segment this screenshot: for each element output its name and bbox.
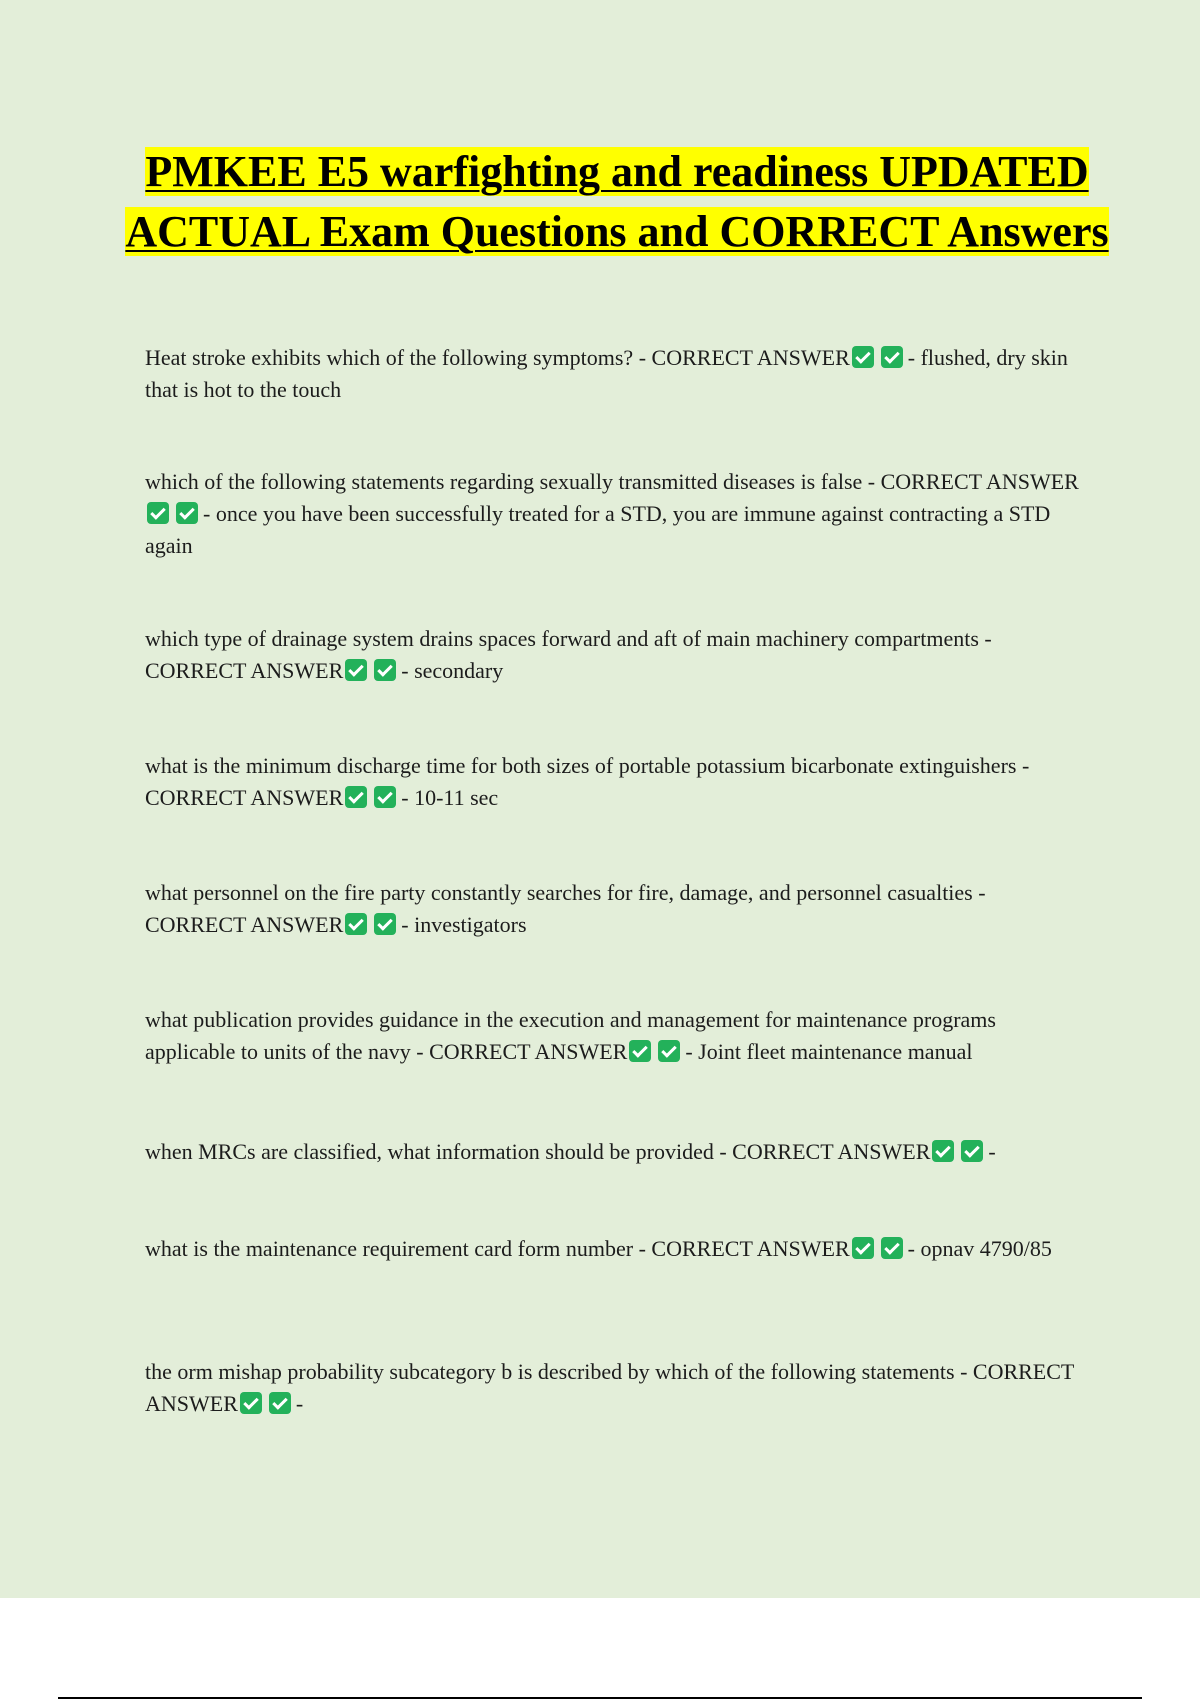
question-text: the orm mishap probability subcategory b is described by which of the following statements xyxy=(145,1359,955,1384)
green-check-icon xyxy=(658,1040,680,1062)
green-check-icon xyxy=(147,502,169,524)
green-check-icon xyxy=(176,502,198,524)
answer-marker: CORRECT ANSWER xyxy=(145,658,344,683)
green-check-icon xyxy=(961,1140,983,1162)
green-check-icon xyxy=(852,346,874,368)
answer-marker: CORRECT ANSWER xyxy=(145,912,344,937)
qa-item: what is the maintenance requirement card form number - CORRECT ANSWER - opnav 4790/85 xyxy=(145,1236,1052,1261)
qa-item: the orm mishap probability subcategory b is described by which of the following statements - CORRECT ANSWER - xyxy=(145,1359,1074,1416)
footer-rule xyxy=(58,1697,1142,1699)
green-check-icon xyxy=(374,786,396,808)
green-check-icon xyxy=(345,786,367,808)
green-check-icon xyxy=(629,1040,651,1062)
green-check-icon xyxy=(374,913,396,935)
green-check-icon xyxy=(269,1392,291,1414)
question-text: what publication provides guidance in the execution and management for maintenance programs applicable to units of the navy xyxy=(145,1007,996,1064)
green-check-icon xyxy=(374,659,396,681)
green-check-icon xyxy=(345,659,367,681)
question-text: which type of drainage system drains spaces forward and aft of main machinery compartments xyxy=(145,626,979,651)
question-text: what is the minimum discharge time for both sizes of portable potassium bicarbonate extinguishers xyxy=(145,753,1017,778)
qa-item: what personnel on the fire party constantly searches for fire, damage, and personnel casualties - CORRECT ANSWER - investigators xyxy=(145,880,986,937)
answer-marker: CORRECT ANSWER xyxy=(145,785,344,810)
answer-text: secondary xyxy=(414,658,504,683)
question-text: what is the maintenance requirement card form number xyxy=(145,1236,634,1261)
question-text: Heat stroke exhibits which of the following symptoms? xyxy=(145,345,634,370)
answer-marker: CORRECT ANSWER xyxy=(732,1139,931,1164)
answer-text: once you have been successfully treated for a STD, you are immune against contracting a STD again xyxy=(145,501,1051,558)
answer-text: flushed, dry skin that is hot to the touch xyxy=(145,345,1068,402)
green-check-icon xyxy=(881,346,903,368)
qa-item: when MRCs are classified, what information should be provided - CORRECT ANSWER - xyxy=(145,1139,996,1164)
green-check-icon xyxy=(345,913,367,935)
document-title xyxy=(60,142,1174,262)
question-text: what personnel on the fire party constantly searches for fire, damage, and personnel casualties xyxy=(145,880,973,905)
answer-marker: CORRECT ANSWER xyxy=(429,1039,628,1064)
qa-item: what publication provides guidance in the execution and management for maintenance programs applicable to units of the navy - CORRECT ANSWER - Joint fleet maintenance manual xyxy=(145,1007,996,1064)
answer-marker: CORRECT ANSWER xyxy=(651,1236,850,1261)
qa-item: Heat stroke exhibits which of the following symptoms? - CORRECT ANSWER - flushed, dry skin that is hot to the touch xyxy=(145,345,1068,402)
answer-marker: CORRECT ANSWER xyxy=(145,1359,1074,1416)
answer-marker: CORRECT ANSWER xyxy=(651,345,850,370)
green-check-icon xyxy=(852,1237,874,1259)
qa-item: which type of drainage system drains spaces forward and aft of main machinery compartments - CORRECT ANSWER - secondary xyxy=(145,626,992,683)
question-text: which of the following statements regarding sexually transmitted diseases is false xyxy=(145,469,863,494)
answer-text: investigators xyxy=(414,912,527,937)
green-check-icon xyxy=(240,1392,262,1414)
green-check-icon xyxy=(932,1140,954,1162)
qa-item: what is the minimum discharge time for both sizes of portable potassium bicarbonate extinguishers - CORRECT ANSWER - 10-11 sec xyxy=(145,753,1030,810)
question-text: when MRCs are classified, what information should be provided xyxy=(145,1139,714,1164)
answer-text: Joint fleet maintenance manual xyxy=(698,1039,973,1064)
green-check-icon xyxy=(881,1237,903,1259)
answer-text: opnav 4790/85 xyxy=(920,1236,1052,1261)
qa-item: which of the following statements regarding sexually transmitted diseases is false - CORRECT ANSWER- once you have been successfully treated for a STD, you are immune against contracting a STD again xyxy=(145,469,1079,558)
answer-marker: CORRECT ANSWER xyxy=(880,469,1079,494)
answer-text: 10-11 sec xyxy=(414,785,499,810)
title-highlight: PMKEE E5 warfighting and readiness UPDATED ACTUAL Exam Questions and CORRECT Answers xyxy=(125,147,1109,256)
